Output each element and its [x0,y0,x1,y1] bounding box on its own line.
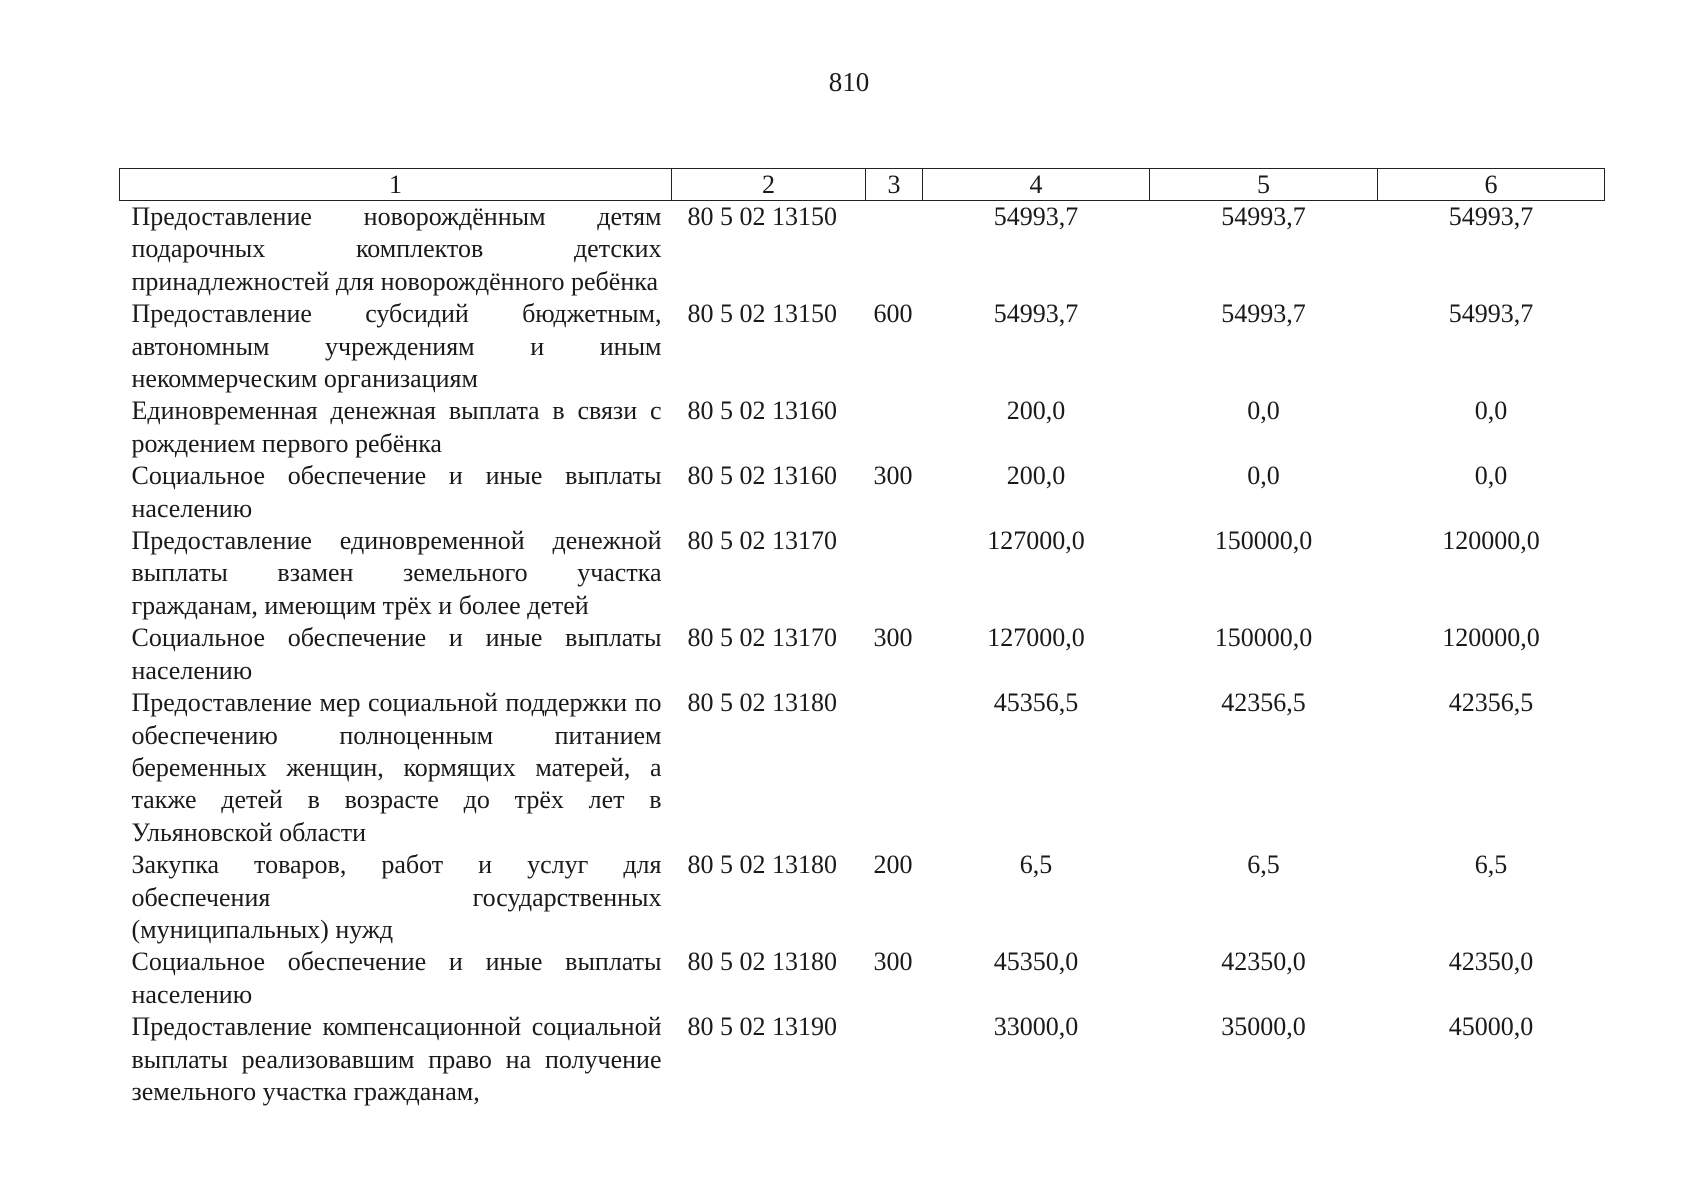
row-expense-type: 300 [873,947,913,977]
row-code: 80 5 02 13190 [687,1012,837,1042]
row-value-col5: 42350,0 [1221,947,1306,977]
row-value-col5: 0,0 [1247,461,1280,491]
row-value-col5: 54993,7 [1221,299,1306,329]
row-value-col4: 6,5 [1019,850,1053,880]
row-name: Предоставление новорождённым детям подарочных комплектов детских принадлежностей для новорождённого ребёнка [131,202,662,296]
table-row [120,687,1605,849]
row-name: Предоставление субсидий бюджетным, автономным учреждениям и иным некоммерческим организациям [131,299,662,394]
row-code: 80 5 02 13150 [687,299,837,329]
row-expense-type: 200 [873,850,913,880]
row-value-col5: 0,0 [1247,396,1280,426]
column-header-2: 2 [672,169,866,201]
row-value-col5: 35000,0 [1221,1012,1306,1042]
row-expense-type: 600 [873,299,913,329]
column-header-6: 6 [1378,169,1605,201]
row-expense-type [866,1011,923,1108]
column-header-1: 1 [120,169,672,201]
row-value-col4: 54993,7 [993,299,1079,329]
row-name: Предоставление единовременной денежной выплаты взамен земельного участка гражданам, имеющим трёх и более детей [131,526,662,620]
row-value-col5: 54993,7 [1221,202,1306,231]
row-value-col6: 0,0 [1474,396,1508,426]
row-value-col5: 150000,0 [1214,526,1313,556]
row-value-col6: 45000,0 [1448,1012,1534,1042]
table-row [120,1011,1605,1108]
row-code: 80 5 02 13160 [687,396,837,426]
row-name: Социальное обеспечение и иные выплаты населению [131,623,662,685]
column-header-4: 4 [923,169,1150,201]
row-expense-type [866,525,923,622]
row-name: Единовременная денежная выплата в связи с рождением первого ребёнка [131,396,662,458]
table-row [120,298,1605,395]
row-value-col4: 200,0 [1006,461,1066,491]
row-value-col6: 120000,0 [1442,623,1540,653]
budget-table [119,168,1605,1108]
row-value-col5: 150000,0 [1214,623,1313,653]
row-value-col5: 42356,5 [1221,688,1306,718]
row-code: 80 5 02 13170 [687,526,837,556]
row-value-col4: 54993,7 [993,202,1079,231]
row-value-col4: 200,0 [1006,396,1066,426]
table-row [120,946,1605,1011]
table-row [120,395,1605,460]
table-row [120,525,1605,622]
row-expense-type [866,687,923,849]
row-value-col6: 42350,0 [1448,947,1534,977]
column-header-5: 5 [1150,169,1378,201]
row-value-col4: 45356,5 [993,688,1079,718]
row-code: 80 5 02 13160 [687,461,837,491]
page-number: 810 [828,67,870,97]
row-code: 80 5 02 13150 [687,202,837,231]
table-header [120,169,1605,201]
row-value-col4: 127000,0 [987,623,1085,653]
row-value-col4: 127000,0 [987,526,1085,556]
row-name: Закупка товаров, работ и услуг для обеспечения государственных (муниципальных) нужд [131,850,662,944]
table-row [120,460,1605,525]
table-row [120,849,1605,946]
row-code: 80 5 02 13180 [687,947,837,977]
row-name: Предоставление компенсационной социальной выплаты реализовавшим право на получение земельного участка гражданам, [131,1012,662,1106]
row-name: Социальное обеспечение и иные выплаты населению [131,461,662,523]
row-value-col6: 6,5 [1474,850,1508,880]
header-row [120,169,1605,201]
row-code: 80 5 02 13180 [687,850,837,880]
row-code: 80 5 02 13170 [687,623,837,653]
row-name: Социальное обеспечение и иные выплаты населению [131,947,662,1009]
row-value-col5: 6,5 [1247,850,1280,880]
row-expense-type: 300 [873,461,913,491]
column-header-3: 3 [866,169,923,201]
table-row [120,622,1605,687]
row-value-col6: 54993,7 [1448,299,1534,329]
row-code: 80 5 02 13180 [687,688,837,718]
row-name: Предоставление мер социальной поддержки по обеспечению полноценным питанием беременных женщин, кормящих матерей, а также детей в возрасте до трёх лет в Ульяновской области [131,688,662,847]
row-expense-type [866,395,923,460]
row-value-col6: 120000,0 [1442,526,1540,556]
row-expense-type [866,201,923,299]
row-value-col6: 42356,5 [1448,688,1534,718]
table-body [120,201,1605,1109]
row-value-col6: 54993,7 [1448,202,1534,231]
row-value-col4: 33000,0 [993,1012,1079,1042]
row-expense-type: 300 [873,623,913,653]
row-value-col4: 45350,0 [993,947,1079,977]
row-value-col6: 0,0 [1474,461,1508,491]
table-row [120,201,1605,299]
